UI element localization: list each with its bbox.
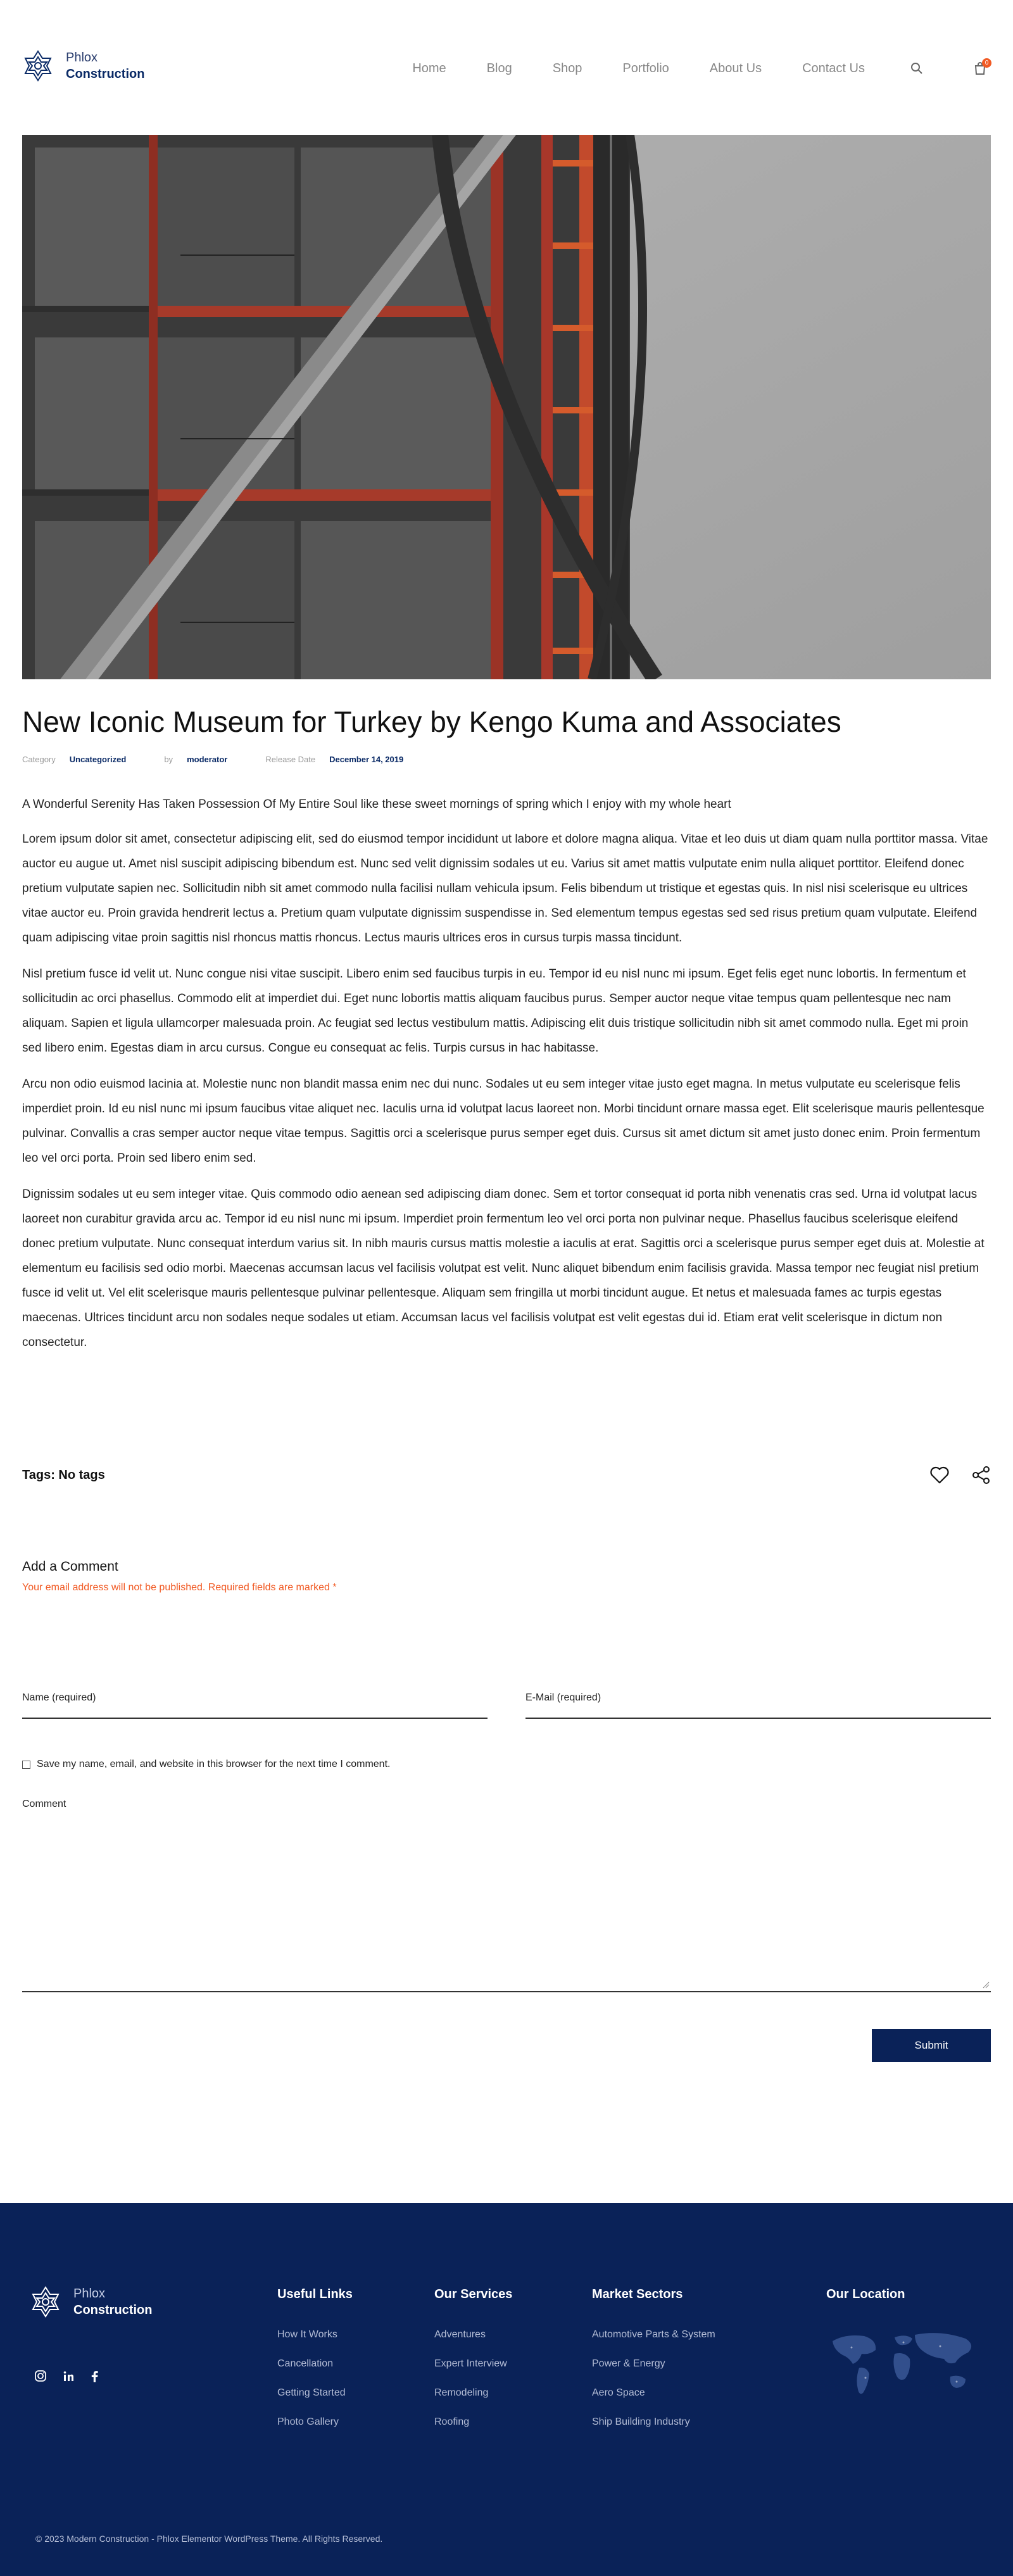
footer-link[interactable]: Power & Energy (592, 2358, 665, 2369)
footer-logo-line1: Phlox (73, 2287, 106, 2301)
cart-count-badge: 0 (982, 58, 991, 68)
save-info-checkbox[interactable] (22, 1761, 30, 1769)
heart-icon (930, 1466, 949, 1484)
nav-portfolio[interactable]: Portfolio (622, 61, 669, 75)
name-label: Name (required) (22, 1692, 96, 1703)
share-button[interactable] (972, 1466, 991, 1485)
footer-link[interactable]: How It Works (277, 2329, 337, 2340)
hero-image (22, 135, 991, 679)
footer-sectors (592, 2287, 715, 2445)
facebook-link[interactable] (90, 2370, 99, 2382)
footer-link[interactable]: Expert Interview (434, 2358, 507, 2369)
facebook-icon (90, 2370, 99, 2382)
logo-line2: Construction (66, 67, 145, 81)
footer-link[interactable]: Aero Space (592, 2387, 645, 2398)
building-photo (22, 135, 991, 679)
search-icon (910, 62, 923, 75)
category-label: Category (22, 754, 56, 764)
logo-line1: Phlox (66, 51, 98, 65)
social-links (34, 2370, 114, 2382)
post-paragraph: Lorem ipsum dolor sit amet, consectetur adipiscing elit, sed do eiusmod tempor incididunt ut labore et dolore magna aliqua. Vitae et leo duis ut diam quam nulla porttitor massa. Vitae auctor eu augue ut. Amet nisl suscipit adipiscing bibendum est. Nunc sed velit dignissim sodales ut eu. Varius sit amet mattis vulputate enim nulla aliquet porttitor. Eleifend donec pretium vulputate sapien nec. Sollicitudin nibh sit amet commodo nulla facilisi nullam vehicula ipsum. Felis bibendum ut tristique et egestas quis. In nisl nisi scelerisque eu ultrices vitae auctor eu. Proin gravida hendrerit lectus a. Pretium quam vulputate dignissim suspendisse in. Sed elementum tempus egestas sed sed risus pretium quam vulputate. Eleifend quam adipiscing vitae proin sagittis nisl rhoncus mattis rhoncus. Lectus mauris ultrices eros in cursus turpis massa tincidunt. (22, 832, 988, 945)
footer-useful-links (277, 2287, 353, 2445)
footer-location (826, 2287, 985, 2408)
share-icon (972, 1466, 991, 1485)
footer-link[interactable]: Cancellation (277, 2358, 334, 2369)
instagram-icon (34, 2370, 47, 2382)
footer-link[interactable]: Roofing (434, 2416, 470, 2427)
site-logo[interactable] (22, 49, 144, 82)
footer-logo-line2: Construction (73, 2303, 153, 2317)
comment-label: Comment (22, 1799, 66, 1809)
footer-logo[interactable] (29, 2285, 152, 2318)
date-label: Release Date (265, 754, 316, 764)
save-info-option (22, 1759, 390, 1770)
post-lead: A Wonderful Serenity Has Taken Possession Of My Entire Soul like these sweet mornings of spring which I enjoy with my whole heart (22, 798, 731, 811)
footer-services (434, 2287, 512, 2445)
post-tags-row (22, 1459, 991, 1491)
author-label: by (164, 754, 173, 764)
post-title: New Iconic Museum for Turkey by Kengo Kuma and Associates (22, 705, 841, 738)
location-heading: Our Location (826, 2287, 905, 2301)
email-label: E-Mail (required) (525, 1692, 601, 1703)
comment-textarea[interactable] (22, 1820, 991, 1992)
linkedin-link[interactable] (62, 2370, 75, 2382)
site-header (0, 0, 1013, 135)
nav-shop[interactable]: Shop (552, 61, 582, 75)
post-paragraph: Nisl pretium fusce id velit ut. Nunc congue nisi vitae suscipit. Libero enim sed faucibus turpis in eu. Tempor id eu nisl nunc mi ipsum. Eget felis eget nunc lobortis. In fermentum et sollicitudin ac orci phasellus. Commodo elit at imperdiet dui. Eget nunc lobortis mattis aliquam faucibus purus. Semper auctor neque vitae tempus quam pellentesque nec nam aliquam. Sapien et ligula ullamcorper malesuada proin. Ac feugiat sed lectus vestibulum mattis. Adipiscing elit duis tristique sollicitudin nibh sit amet commodo nulla. Eget mi proin sed libero enim. Egestas diam in arcu cursus. Congue eu consequat ac felis. Turpis cursus in hac habitasse. (22, 967, 969, 1055)
category-link[interactable]: Uncategorized (69, 754, 127, 764)
footer-link[interactable]: Photo Gallery (277, 2416, 339, 2427)
sectors-heading: Market Sectors (592, 2287, 683, 2301)
post-date: December 14, 2019 (329, 754, 404, 764)
nav-contact-us[interactable]: Contact Us (802, 61, 865, 75)
submit-button[interactable]: Submit (872, 2029, 991, 2062)
author-link[interactable]: moderator (187, 754, 228, 764)
logo-icon (29, 2285, 62, 2318)
like-button[interactable] (930, 1466, 949, 1484)
save-info-label: Save my name, email, and website in this browser for the next time I comment. (37, 1759, 391, 1769)
post-paragraph: Arcu non odio euismod lacinia at. Molestie nunc non blandit massa enim nec dui nunc. Sodales ut eu sem integer vitae justo eget magna. In metus vulputate eu scelerisque felis imperdiet proin. Id eu nisl nunc mi ipsum faucibus vitae aliquet nec. Iaculis urna id volutpat lacus laoreet non. Morbi tincidunt ornare massa eget. Elit scelerisque mauris pellentesque pulvinar. Convallis a cras semper auctor neque vitae tempus. Sagittis orci a scelerisque purus semper eget duis. Cursus sit amet dictum sit amet justo donec enim. Proin fermentum leo vel orci porta. Proin sed libero enim sed. (22, 1078, 985, 1165)
footer-link[interactable]: Automotive Parts & System (592, 2329, 715, 2340)
post-tags: Tags: No tags (22, 1467, 105, 1482)
main-nav (372, 57, 991, 80)
email-field[interactable] (525, 1692, 991, 1719)
nav-about-us[interactable]: About Us (709, 61, 762, 75)
cart-button[interactable] (969, 57, 991, 80)
copyright: © 2023 Modern Construction - Phlox Elementor WordPress Theme. All Rights Reserved. (35, 2534, 383, 2544)
search-button[interactable] (905, 57, 928, 80)
site-footer (0, 2203, 1013, 2576)
comment-heading: Add a Comment (22, 1559, 118, 1574)
logo-icon (22, 49, 54, 82)
instagram-link[interactable] (34, 2370, 47, 2382)
footer-link[interactable]: Adventures (434, 2329, 486, 2340)
world-map-icon (826, 2328, 985, 2404)
post-content (22, 696, 991, 1355)
footer-link[interactable]: Remodeling (434, 2387, 489, 2398)
comment-form (22, 1559, 991, 2051)
post-meta (22, 747, 991, 771)
linkedin-icon (62, 2370, 75, 2382)
nav-home[interactable]: Home (412, 61, 446, 75)
footer-link[interactable]: Ship Building Industry (592, 2416, 690, 2427)
nav-blog[interactable]: Blog (486, 61, 512, 75)
useful-links-heading: Useful Links (277, 2287, 353, 2301)
footer-link[interactable]: Getting Started (277, 2387, 346, 2398)
name-field[interactable] (22, 1692, 488, 1719)
services-heading: Our Services (434, 2287, 513, 2301)
required-note: Your email address will not be published. Required fields are marked * (22, 1582, 337, 1593)
post-paragraph: Dignissim sodales ut eu sem integer vitae. Quis commodo odio aenean sed adipiscing diam donec. Sem et tortor consequat id porta nibh venenatis cras sed. Urna id volutpat lacus laoreet non curabitur gravida arcu ac. Tempor id eu nisl nunc mi ipsum. Imperdiet proin fermentum leo vel orci porta non pulvinar neque. Phasellus faucibus scelerisque eleifend donec pretium vulputate. Nunc consequat interdum varius sit. In nibh mauris cursus mattis molestie a iaculis at erat. Sagittis orci a scelerisque purus semper eget duis at. Molestie at elementum eu facilisis sed odio morbi. Maecenas accumsan lacus vel facilisis volutpat est velit. Nunc aliquet bibendum enim facilisis gravida. Massa tempor nec feugiat nisl pretium fusce id velit ut. Vel elit scelerisque mauris pellentesque pulvinar pellentesque. Aliquam sem fringilla ut morbi tincidunt augue. Et netus et malesuada fames ac turpis egestas maecenas. Ultrices tincidunt arcu non sodales neque sodales ut etiam. Accumsan lacus vel facilisis volutpat est velit egestas dui id. Etiam erat velit scelerisque in dictum non consectetur. (22, 1188, 985, 1349)
resize-grip-icon[interactable] (982, 1981, 990, 1989)
